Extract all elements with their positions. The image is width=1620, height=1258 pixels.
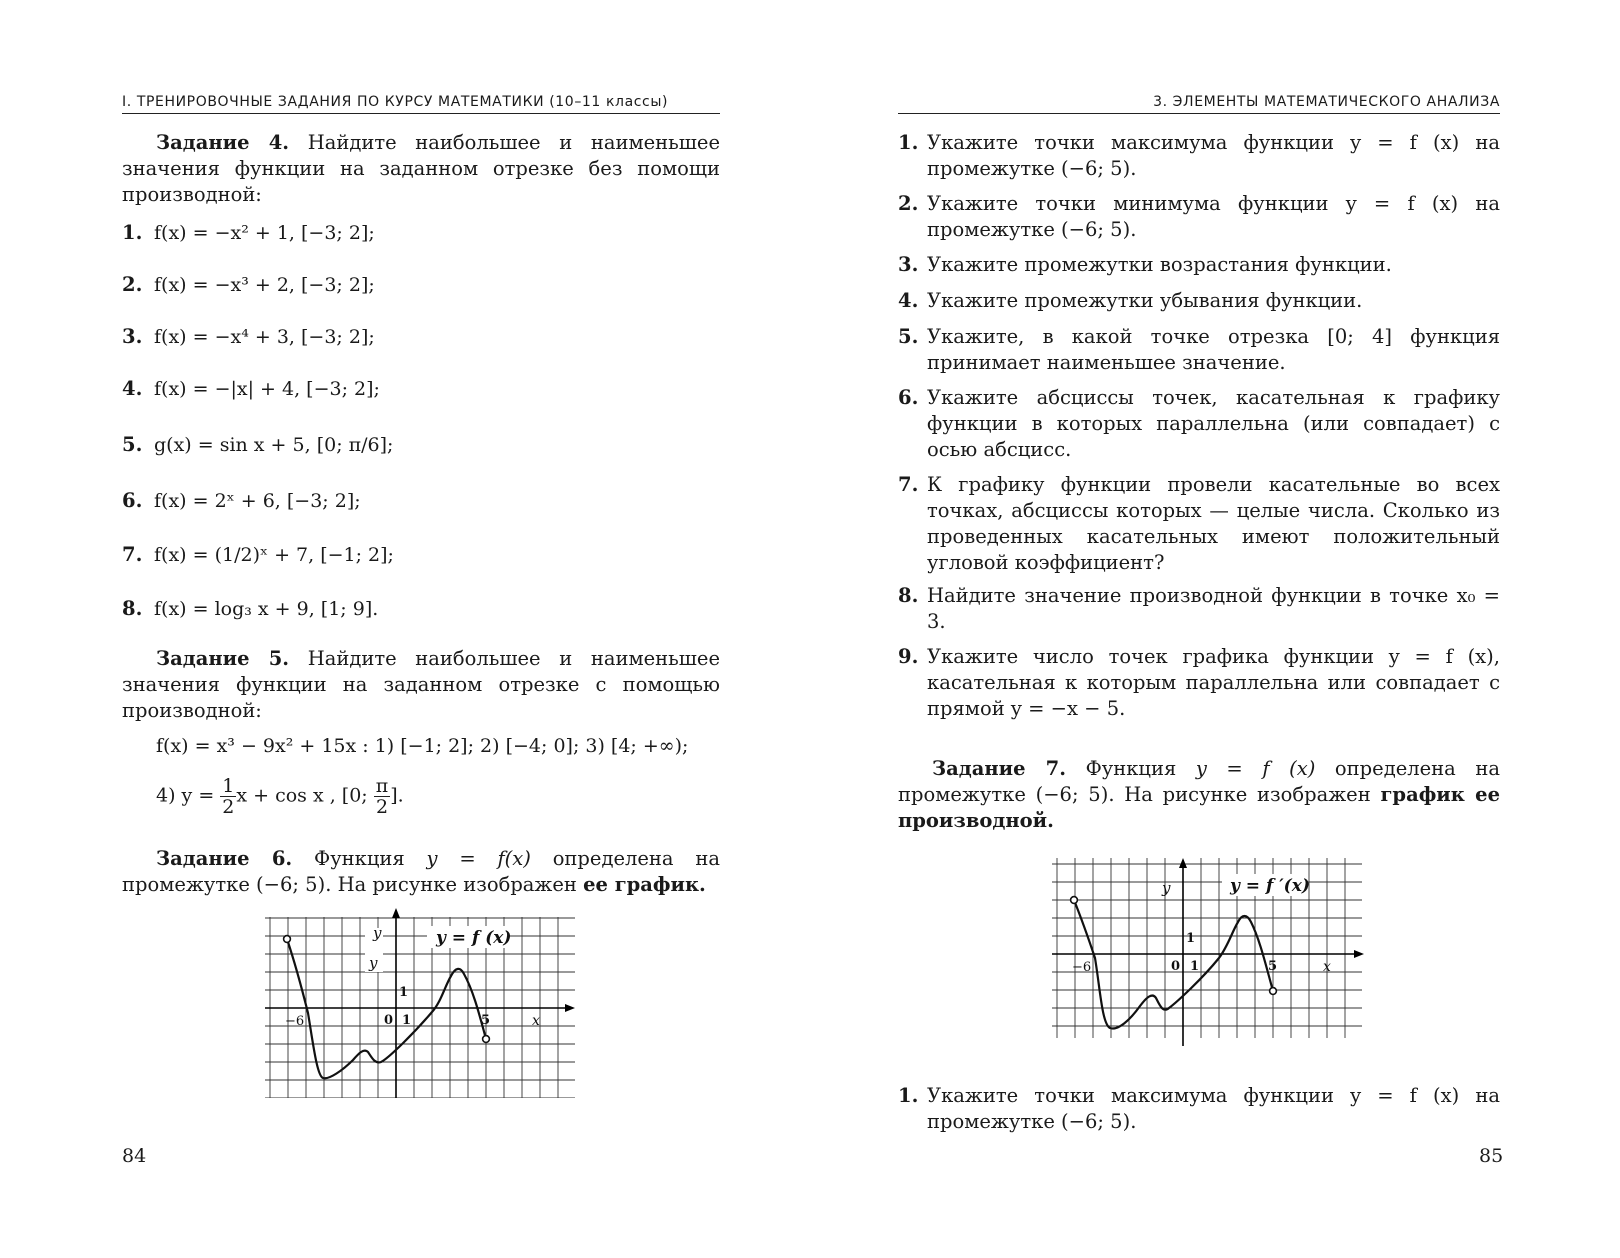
question-number: 7. — [898, 473, 919, 496]
frac-numerator: π — [375, 775, 389, 797]
graph-derivative-open-endpoint-right — [1270, 988, 1277, 995]
graph-derivative-open-endpoint-left — [1071, 897, 1078, 904]
task7-text-bold: график ее производной. — [898, 783, 1500, 832]
graph-derivative-grid — [1052, 858, 1362, 1038]
item-number: 8. — [122, 597, 143, 620]
graph-derivative-tick-5: 5 — [1268, 959, 1278, 974]
left-running-header: I. ТРЕНИРОВОЧНЫЕ ЗАДАНИЯ ПО КУРСУ МАТЕМАТИКИ (10–11 классы) — [122, 94, 720, 114]
task6-text-b: определена на промежутке (−6; 5). На рисунке изображен — [122, 847, 720, 896]
graph-f-x-arrow — [565, 1004, 575, 1012]
frac-denominator: 2 — [375, 796, 389, 818]
graph-f-y-arrow — [392, 908, 400, 918]
question-text: Укажите абсциссы точек, касательная к графику функции в которых параллельна (или совпадает) с осью абсцисс. — [927, 386, 1500, 461]
graph-f-title: y = f (x) — [436, 928, 512, 948]
graph-derivative-tick-1y: 1 — [1186, 931, 1196, 946]
fraction-pi-half — [374, 776, 391, 817]
item-expression: f(x) = log₃ x + 9, [1; 9]. — [154, 598, 379, 620]
task4-item-1 — [122, 220, 682, 246]
task6-intro — [122, 846, 720, 898]
fraction-one-half — [220, 776, 236, 817]
task7-function: y = f (x) — [1195, 757, 1316, 780]
task4-item-2 — [122, 272, 682, 298]
graph-derivative-tick-1x: 1 — [1190, 959, 1200, 974]
frac-numerator: 1 — [222, 775, 235, 797]
task4-item-6 — [122, 488, 682, 514]
question-number: 8. — [898, 584, 919, 607]
task7-label: Задание 7. — [932, 757, 1066, 780]
item-number: 4. — [122, 377, 143, 400]
question-number: 1. — [898, 1084, 919, 1107]
item-expression: f(x) = −x³ + 2, [−3; 2]; — [154, 274, 375, 296]
question-number: 4. — [898, 289, 919, 312]
task7-intro — [898, 756, 1500, 834]
task7-text-a: Функция — [1066, 757, 1196, 780]
task6-text-bold: ее график. — [583, 873, 706, 896]
task5-label: Задание 5. — [156, 647, 290, 670]
graph-f-open-endpoint-right — [483, 1036, 490, 1043]
task5-line2-end: ]. — [390, 784, 404, 807]
graph-f-tick-neg6: −6 — [285, 1014, 305, 1029]
task4-intro — [122, 130, 720, 208]
item-expression: f(x) = −|x| + 4, [−3; 2]; — [154, 378, 380, 400]
task4-item-5 — [122, 432, 682, 458]
item-number: 1. — [122, 221, 143, 244]
question-number: 2. — [898, 192, 919, 215]
item-number: 6. — [122, 489, 143, 512]
item-expression: f(x) = −x² + 1, [−3; 2]; — [154, 222, 375, 244]
question-text: Укажите точки максимума функции y = f (x) на промежутке (−6; 5). — [927, 1084, 1500, 1133]
question-number: 1. — [898, 131, 919, 154]
question-text: Укажите промежутки убывания функции. — [927, 289, 1363, 312]
graph-f-open-endpoint-left — [284, 936, 291, 943]
left-page-number: 84 — [122, 1145, 147, 1167]
graph-f-tick-5: 5 — [481, 1013, 491, 1028]
item-expression: f(x) = −x⁴ + 3, [−3; 2]; — [154, 326, 375, 348]
task4-item-7 — [122, 542, 682, 568]
question-number: 3. — [898, 253, 919, 276]
item-number: 2. — [122, 273, 143, 296]
graph-f-tick-1y: 1 — [399, 985, 409, 1000]
task6-label: Задание 6. — [156, 847, 293, 870]
task6-text-a: Функция — [292, 847, 427, 870]
question-text: Укажите число точек графика функции y = f (x), касательная к которым параллельна или совпадает с прямой y = −x − 5. — [927, 645, 1500, 720]
graph-derivative-y-arrow — [1179, 858, 1187, 868]
question-text: Укажите, в какой точке отрезка [0; 4] функция принимает наименьшее значение. — [927, 325, 1500, 374]
graph-f-y-label-1: y — [373, 924, 382, 942]
task4-item-8 — [122, 596, 682, 622]
graph-f-tick-0: 0 — [384, 1013, 394, 1028]
graph-derivative-tick-0: 0 — [1171, 959, 1181, 974]
question-text: Укажите точки максимума функции y = f (x) на промежутке (−6; 5). — [927, 131, 1500, 180]
item-number: 5. — [122, 433, 143, 456]
task5-intro — [122, 646, 720, 724]
graph-derivative-tick-neg6: −6 — [1072, 960, 1092, 975]
graph-f-x-label: x — [532, 1013, 540, 1029]
right-page-number: 85 — [1479, 1145, 1504, 1167]
task4-text: Найдите наибольшее и наименьшее значения функции на заданном отрезке без помощи производной: — [122, 131, 720, 206]
item-number: 7. — [122, 543, 143, 566]
right-page — [810, 0, 1620, 1258]
item-number: 3. — [122, 325, 143, 348]
question-number: 9. — [898, 645, 919, 668]
graph-f-tick-1x: 1 — [402, 1013, 412, 1028]
task7-text-b: определена на промежутке (−6; 5). На рисунке изображен — [898, 757, 1500, 806]
item-expression: f(x) = 2ˣ + 6, [−3; 2]; — [154, 490, 361, 512]
graph-derivative — [1052, 858, 1372, 1048]
question-text: К графику функции провели касательные во всех точках, абсциссы которых — целые числа. Сколько из проведенных касательных имеют положительный угловой коэффициент? — [927, 473, 1500, 574]
graph-derivative-y-label: y — [1162, 879, 1171, 897]
graph-derivative-x-arrow — [1354, 950, 1364, 958]
graph-derivative-x-label: x — [1323, 959, 1331, 975]
item-expression: f(x) = (1/2)ˣ + 7, [−1; 2]; — [154, 544, 394, 566]
task4-item-3 — [122, 324, 682, 350]
question-number: 5. — [898, 325, 919, 348]
task4-item-4 — [122, 376, 682, 402]
task5-line2-prefix: 4) y = — [156, 784, 221, 807]
question-number: 6. — [898, 386, 919, 409]
graph-f-y-label-2: y — [369, 954, 378, 972]
task5-line2-mid: x + cos x , [0; — [236, 784, 374, 807]
graph-derivative-title: y = f ′(x) — [1230, 876, 1310, 896]
question-text: Найдите значение производной функции в точке x₀ = 3. — [927, 584, 1500, 633]
task5-line1: f(x) = x³ − 9x² + 15x : 1) [−1; 2]; 2) [−4; 0]; 3) [4; +∞); — [156, 735, 689, 757]
task5-line2 — [156, 776, 716, 817]
task5-text: Найдите наибольшее и наименьшее значения функции на заданном отрезке с помощью производной: — [122, 647, 720, 722]
task6-function: y = f(x) — [426, 847, 531, 870]
graph-f — [265, 908, 581, 1098]
question-text: Укажите точки минимума функции y = f (x) на промежутке (−6; 5). — [927, 192, 1500, 241]
question-text: Укажите промежутки возрастания функции. — [927, 253, 1392, 276]
right-running-header: 3. ЭЛЕМЕНТЫ МАТЕМАТИЧЕСКОГО АНАЛИЗА — [898, 94, 1500, 114]
task4-label: Задание 4. — [156, 131, 290, 154]
frac-denominator: 2 — [222, 796, 235, 818]
item-expression: g(x) = sin x + 5, [0; π/6]; — [154, 434, 394, 456]
